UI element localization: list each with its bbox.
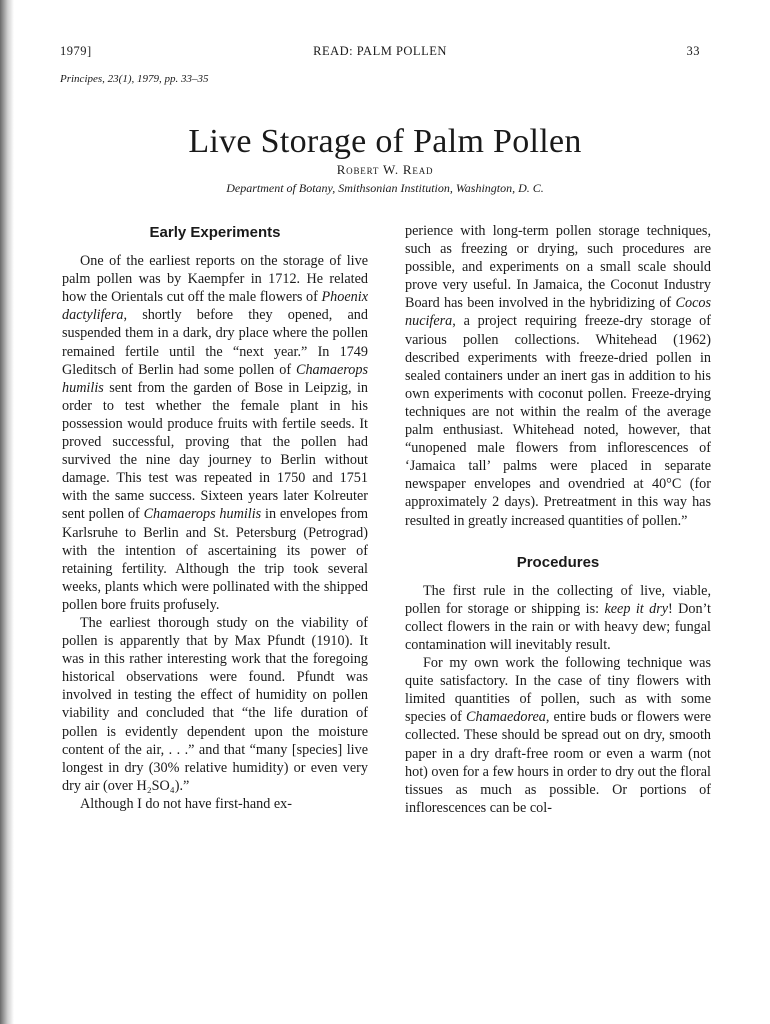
running-head-year: 1979] bbox=[60, 44, 92, 58]
running-head-title: READ: PALM POLLEN bbox=[313, 44, 447, 58]
author-name: Robert W. Read bbox=[336, 162, 434, 177]
paragraph: The earliest thorough study on the viability of pollen is apparently that by Max Pfundt (1910). It was in this rather interesting work that the foregoing historical observations were found. Pfundt was involved in testing the effect of humidity on pollen viability and concluded that “the life duration of pollen is evidently dependent upon the moisture content of the air, . . .” and that “many [species] live longest in dry (30% relative humidity) or even very dry air (over H₂SO₄).” bbox=[62, 614, 368, 794]
section-heading-procedures: Procedures bbox=[516, 553, 600, 571]
paragraph: The first rule in the collecting of live, viable, pollen for storage or shipping is: keep it dry! Don’t collect flowers in the rain or with heavy dew; fungal contamination will inevitably result. bbox=[405, 582, 711, 653]
paragraph: perience with long-term pollen storage techniques, such as freezing or drying, such procedures are possible, and experiments on a small scale should prove very useful. In Jamaica, the Coconut Industry Board has been involved in the hybridizing of Cocos nucifera, a project requiring freeze-dry storage of various pollen collections. Whitehead (1962) described experiments with freeze-dried pollen in sealed containers under an inert gas in addition to his own experiments with coconut pollen. Freeze-drying techniques are not within the realm of the average palm enthusiast. Whitehead noted, however, that “unopened male flowers from inflorescences of ‘Jamaica tall’ palms were placed in separate newspaper envelopes and ovendried at 40°C (for approximately 2 days). Pretreatment in this way has resulted in greatly increased quantities of pollen.” bbox=[405, 223, 711, 529]
paragraph: One of the earliest reports on the storage of live palm pollen was by Kaempfer in 1712. He related how the Orientals cut off the male flowers of Phoenix dactylifera, shortly before they opened, and suspended them in a dark, dry place where the pollen remained fertile until the “next year.” In 1749 Gleditsch of Berlin had some pollen of Chamaerops humilis sent from the garden of Bose in Leipzig, in order to test whether the female plant in his possession would produce fruits with fertile seeds. It proved successful, proving that the pollen had survived the nine day journey to Berlin without damage. This test was repeated in 1750 and 1751 with the same success. Sixteen years later Kolreuter sent pollen of Chamaerops humilis in envelopes from Karlsruhe to Berlin and St. Petersburg (Petrograd) with the intention of ascertaining its power of retaining fertility. Although the trip took several weeks, plants which were pollinated with the shipped pollen bore fruits profusely. bbox=[62, 253, 368, 613]
article-title: Live Storage of Palm Pollen bbox=[188, 122, 582, 160]
journal-citation: Principes, 23(1), 1979, pp. 33–35 bbox=[60, 73, 209, 85]
page-number: 33 bbox=[686, 44, 700, 58]
left-column bbox=[62, 222, 368, 813]
paragraph: Although I do not have first-hand ex- bbox=[80, 795, 292, 812]
paragraph: For my own work the following technique was quite satisfactory. In the case of tiny flowers with limited quantities of pollen, such as with some species of Chamaedorea, entire buds or flowers were collected. These should be spread out on dry, smooth paper in a dry draft-free room or even a warm (not hot) oven for a few hours in order to dry out the floral tissues as much as possible. Or portions of inflorescences can be col- bbox=[405, 655, 712, 816]
right-column bbox=[405, 222, 711, 817]
running-head bbox=[60, 44, 700, 60]
section-heading-early-experiments: Early Experiments bbox=[149, 224, 281, 241]
author-affiliation: Department of Botany, Smithsonian Institution, Washington, D. C. bbox=[226, 181, 544, 195]
